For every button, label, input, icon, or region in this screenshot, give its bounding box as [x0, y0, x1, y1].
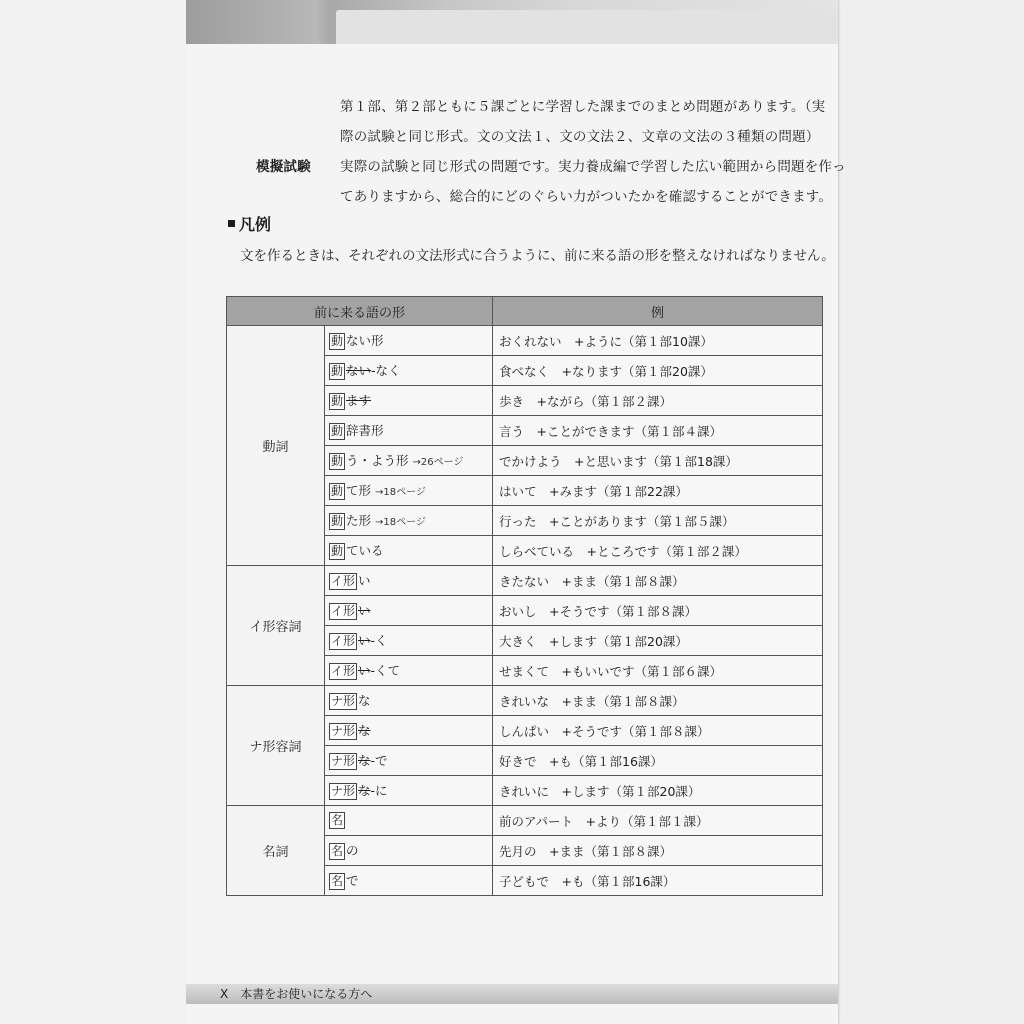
page-reference-note: →26ページ [412, 457, 464, 468]
example-cell: でかけよう +と思います（第１部18課） [493, 446, 823, 476]
intro-line [256, 122, 826, 152]
example-cell: 好きで +も（第１部16課） [493, 746, 823, 776]
struck-ending: い [358, 663, 371, 678]
example-cell: きれいに +します（第１部20課） [493, 776, 823, 806]
preceding-form-cell [325, 806, 493, 836]
form-name: の [346, 843, 359, 858]
example-cell: しんぱい +そうです（第１部８課） [493, 716, 823, 746]
form-suffix: -で [370, 753, 388, 768]
example-cell: しらべている +ところです（第１部２課） [493, 536, 823, 566]
summary-problems-text-line2: 際の試験と同じ形式。文の文法１、文の文法２、文章の文法の３種類の問題） [340, 129, 820, 145]
preceding-form-cell [325, 566, 493, 596]
word-type-tag: 名 [331, 813, 344, 827]
preceding-form-cell [325, 836, 493, 866]
legend-heading [228, 212, 271, 235]
page-reference-note: →18ページ [375, 487, 426, 498]
form-name: た形 [346, 513, 372, 528]
header-preceding-form: 前に来る語の形 [227, 297, 493, 326]
preceding-form-cell [325, 506, 493, 536]
legend-lead-text: 文を作るときは、それぞれの文法形式に合うように、前に来る語の形を整えなければなりません。 [240, 248, 835, 264]
preceding-form-cell [325, 356, 493, 386]
background-left [0, 0, 186, 1024]
word-type-tag: ナ形 [331, 784, 356, 798]
form-name: ている [346, 543, 384, 558]
preceding-form-cell [325, 386, 493, 416]
mock-exam-text-line1: 実際の試験と同じ形式の問題です。実力養成編で学習した広い範囲から問題を作っ [340, 159, 846, 175]
intro-line [256, 92, 826, 122]
struck-ending: い [358, 603, 371, 618]
word-category: イ形容詞 [227, 566, 325, 686]
intro-section [256, 92, 846, 212]
preceding-form-cell [325, 776, 493, 806]
example-cell: おくれない +ように（第１部10課） [493, 326, 823, 356]
table-row [227, 686, 823, 716]
form-name: で [346, 873, 359, 888]
intro-line [256, 182, 833, 212]
struck-ending: な [358, 753, 371, 768]
preceding-form-cell [325, 596, 493, 626]
example-cell: 言う +ことができます（第１部４課） [493, 416, 823, 446]
preceding-form-cell [325, 686, 493, 716]
example-cell: はいて +みます（第１部22課） [493, 476, 823, 506]
word-type-tag: ナ形 [331, 754, 356, 768]
page-top-band [186, 0, 838, 44]
word-type-tag: ナ形 [331, 694, 356, 708]
page-reference-note: →18ページ [375, 517, 426, 528]
form-name: て形 [346, 483, 372, 498]
form-suffix: -くて [370, 663, 401, 678]
preceding-form-cell [325, 476, 493, 506]
form-name: ない形 [346, 333, 384, 348]
word-type-tag: 動 [331, 334, 344, 348]
word-type-tag: 名 [331, 844, 344, 858]
preceding-form-cell [325, 626, 493, 656]
form-name: う・よう形 [346, 453, 409, 468]
form-name: な [358, 693, 371, 708]
preceding-form-cell [325, 746, 493, 776]
word-type-tag: 動 [331, 484, 344, 498]
summary-problems-text-line1: 第１部、第２部ともに５課ごとに学習した課までのまとめ問題があります。（実 [340, 99, 826, 115]
word-type-tag: ナ形 [331, 724, 356, 738]
struck-ending: ない [346, 363, 372, 378]
table-header-row [227, 297, 823, 326]
preceding-form-cell [325, 446, 493, 476]
table-row [227, 566, 823, 596]
example-cell: 歩き +ながら（第１部２課） [493, 386, 823, 416]
form-suffix: -なく [371, 363, 401, 378]
example-cell: 食べなく +なります（第１部20課） [493, 356, 823, 386]
form-name: い [358, 573, 371, 588]
example-cell: きれいな +まま（第１部８課） [493, 686, 823, 716]
word-type-tag: イ形 [331, 664, 356, 678]
table-row [227, 806, 823, 836]
background-right [838, 0, 1024, 1024]
struck-ending: な [358, 783, 371, 798]
form-suffix: -に [370, 783, 388, 798]
form-name: 辞書形 [346, 423, 384, 438]
preceding-form-cell [325, 536, 493, 566]
word-category: ナ形容詞 [227, 686, 325, 806]
table-row [227, 326, 823, 356]
struck-ending: な [358, 723, 371, 738]
mock-exam-label: 模擬試験 [256, 159, 311, 175]
square-bullet-icon [228, 220, 235, 227]
word-category: 名詞 [227, 806, 325, 896]
struck-ending: い [358, 633, 371, 648]
intro-line [256, 152, 846, 182]
header-example: 例 [493, 297, 823, 326]
example-cell: 先月の +まま（第１部８課） [493, 836, 823, 866]
word-type-tag: 動 [331, 364, 344, 378]
word-type-tag: 動 [331, 544, 344, 558]
grammar-form-table [226, 296, 823, 896]
example-cell: 行った +ことがあります（第１部５課） [493, 506, 823, 536]
preceding-form-cell [325, 326, 493, 356]
example-cell: せまくて +もいいです（第１部６課） [493, 656, 823, 686]
word-type-tag: イ形 [331, 574, 356, 588]
page-footer [186, 984, 838, 1004]
word-type-tag: イ形 [331, 604, 356, 618]
legend-title: 凡例 [239, 215, 272, 234]
preceding-form-cell [325, 716, 493, 746]
word-category: 動詞 [227, 326, 325, 566]
form-suffix: -く [370, 633, 388, 648]
word-type-tag: イ形 [331, 634, 356, 648]
struck-ending: ます [346, 393, 372, 408]
word-type-tag: 名 [331, 874, 344, 888]
example-cell: 前のアパート +より（第１部１課） [493, 806, 823, 836]
example-cell: きたない +まま（第１部８課） [493, 566, 823, 596]
preceding-form-cell [325, 656, 493, 686]
example-cell: 大きく +します（第１部20課） [493, 626, 823, 656]
word-type-tag: 動 [331, 514, 344, 528]
preceding-form-cell [325, 416, 493, 446]
example-cell: おいし +そうです（第１部８課） [493, 596, 823, 626]
word-type-tag: 動 [331, 394, 344, 408]
book-page [186, 0, 846, 1024]
example-cell: 子どもで +も（第１部16課） [493, 866, 823, 896]
preceding-form-cell [325, 866, 493, 896]
word-type-tag: 動 [331, 424, 344, 438]
word-type-tag: 動 [331, 454, 344, 468]
mock-exam-text-line2: てありますから、総合的にどのぐらい力がついたかを確認することができます。 [340, 189, 833, 205]
footer-page-label: X 本書をお使いになる方へ [220, 987, 373, 1001]
